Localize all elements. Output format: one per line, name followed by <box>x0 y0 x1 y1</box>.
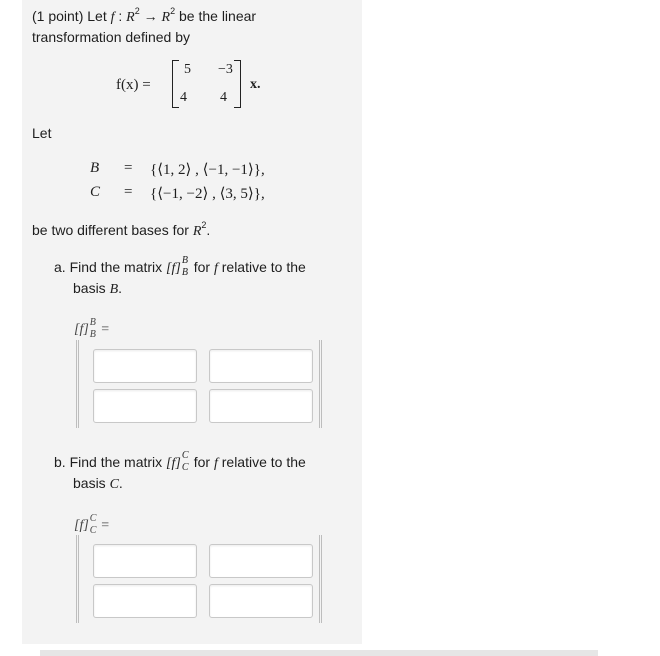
part-a-input-22[interactable] <box>209 389 313 423</box>
part-b-answer-label <box>74 512 110 536</box>
part-b-answer-sup: C <box>89 512 97 524</box>
part-b-input-11[interactable] <box>93 544 197 578</box>
basis-C-eq: = <box>124 184 133 200</box>
part-b-answer-sub: C <box>89 524 97 536</box>
matrix-cell-22: 4 <box>220 90 227 105</box>
matrix-cell-21: 4 <box>180 90 187 105</box>
part-b-basis-word: basis <box>73 475 106 491</box>
intro-f: f <box>110 10 115 25</box>
intro-R-sup: 2 <box>134 6 140 16</box>
part-a-answer-f: [f] <box>74 322 89 337</box>
problem-intro-line <box>32 8 256 26</box>
part-b-label: b. Find the matrix <box>54 454 163 470</box>
part-a-question <box>54 255 306 279</box>
intro-colon: : <box>114 8 127 24</box>
part-a-basis-word: basis <box>73 280 106 296</box>
part-a-label: a. Find the matrix <box>54 259 163 275</box>
bases-line <box>32 222 210 240</box>
part-b-input-22[interactable] <box>209 584 313 618</box>
part-b-period: . <box>118 475 123 491</box>
bases-line-text: be two different bases for <box>32 222 189 238</box>
part-b-tail: relative to the <box>221 454 306 470</box>
intro-arrow: → <box>139 8 162 24</box>
bottom-divider <box>40 650 598 656</box>
fx-label: f(x) = <box>116 77 151 93</box>
part-b-sub: C <box>181 462 189 474</box>
part-b-mid: for <box>193 454 211 470</box>
part-a-input-11[interactable] <box>93 349 197 383</box>
part-b-question <box>54 450 306 474</box>
part-b-basis: C <box>109 477 119 492</box>
part-b-line-2 <box>73 475 123 493</box>
part-a-answer-label <box>74 316 110 340</box>
basis-B-name: B <box>90 160 100 176</box>
intro-line-2: transformation defined by <box>32 29 190 45</box>
part-a-input-21[interactable] <box>93 389 197 423</box>
part-b-sup: C <box>181 450 189 462</box>
part-a-sup: B <box>181 255 188 267</box>
part-a-period: . <box>118 280 123 296</box>
basis-B-eq: = <box>124 160 133 176</box>
part-a-basis: B <box>109 282 119 297</box>
basis-C-name: C <box>90 184 101 200</box>
points-label: (1 point) <box>32 8 84 24</box>
part-a-answer-sup: B <box>89 316 96 328</box>
part-b-f: f <box>213 456 218 471</box>
matrix-cell-11: 5 <box>184 62 191 77</box>
intro-end: be the linear <box>175 8 257 24</box>
let-label: Let <box>32 125 52 141</box>
matrix-cell-12: −3 <box>218 62 233 77</box>
matrix-left-bracket <box>172 60 179 108</box>
basis-C-value: {⟨−1, −2⟩ , ⟨3, 5⟩}, <box>150 186 265 202</box>
part-a-input-12[interactable] <box>209 349 313 383</box>
intro-let: Let <box>87 8 107 24</box>
matrix-right-bracket <box>234 60 241 108</box>
part-a-mid: for <box>193 259 211 275</box>
part-a-answer-eq: = <box>101 322 110 337</box>
part-b-answer-eq: = <box>101 518 110 533</box>
bases-R: R <box>192 224 202 239</box>
part-a-matrix-name: [f] <box>166 261 181 276</box>
intro-R2: R <box>161 10 171 25</box>
bases-end: . <box>206 222 211 238</box>
part-a-line-2 <box>73 280 122 298</box>
part-a-tail: relative to the <box>221 259 306 275</box>
part-b-input-12[interactable] <box>209 544 313 578</box>
part-b-matrix-name: [f] <box>166 456 181 471</box>
part-b-answer-f: [f] <box>74 518 89 533</box>
part-b-input-21[interactable] <box>93 584 197 618</box>
part-a-sub: B <box>181 267 188 279</box>
intro-R: R <box>126 10 135 25</box>
fx-tail: x. <box>250 77 261 92</box>
intro-R2-sup: 2 <box>170 6 176 16</box>
part-a-f: f <box>213 261 218 276</box>
part-a-answer-sub: B <box>89 328 96 340</box>
bases-R-sup: 2 <box>201 220 207 230</box>
basis-B-value: {⟨1, 2⟩ , ⟨−1, −1⟩}, <box>150 162 265 178</box>
